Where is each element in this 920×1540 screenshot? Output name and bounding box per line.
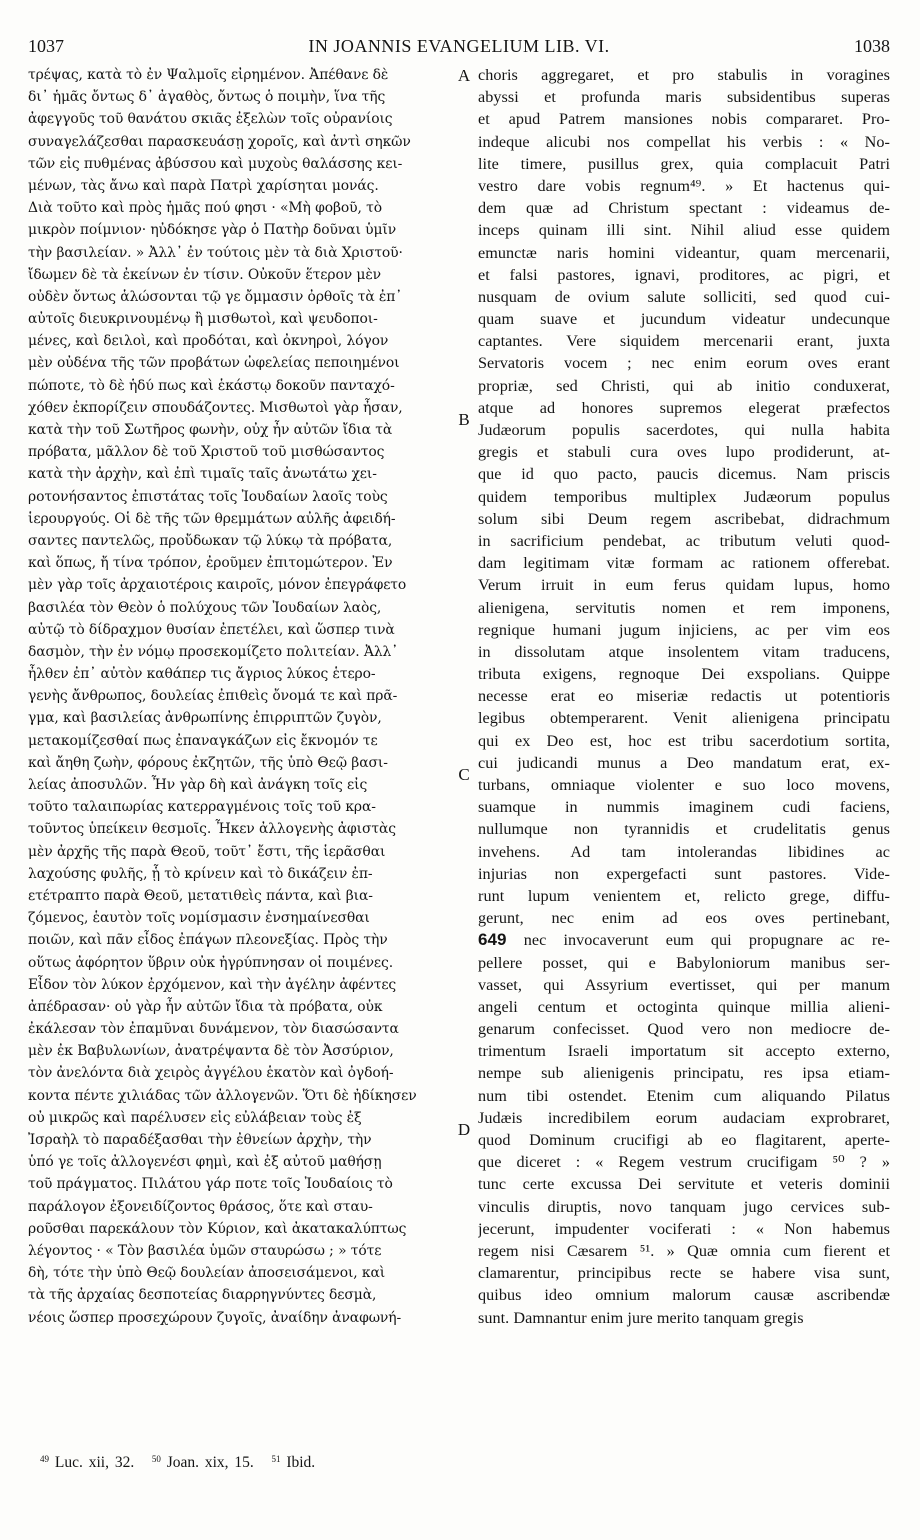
greek-line: νέοις ὥσπερ προσεχώρουν ζυγοῖς, ἀναίδην ἀναφωνή- <box>28 1309 402 1326</box>
greek-line: δὴ, τότε τὴν ὑπὸ Θεῷ δουλείαν ἀποσεισάμενοι, καὶ <box>28 1265 386 1282</box>
greek-line: τοῦ πράγματος. Πιλάτου γάρ ποτε τοῖς Ἰουδαίοις τὸ <box>28 1176 393 1193</box>
footnote-text: Joan. xix, 15. <box>166 1454 254 1471</box>
footnote-number: 50 <box>151 1454 161 1464</box>
greek-line: ροῦσθαι παρεκάλουν τὸν Κύριον, καὶ ἀκατακαλύπτως <box>28 1220 407 1237</box>
latin-line: Servatoris vocem ; nec enim eorum oves erant <box>478 354 890 373</box>
greek-line: Διὰ τοῦτο καὶ πρὸς ἡμᾶς πού φησι · «Μὴ φοβοῦ, τὸ <box>28 200 382 217</box>
greek-line: πώποτε, τὸ δὲ ἡδύ πως καὶ ἑκάστῳ δοκοῦν πανταχό- <box>28 377 395 394</box>
greek-line: ἐκάλεσαν τὸν ἐπαμῦναι δυνάμενον, τὸν διασώσαντα <box>28 1021 399 1038</box>
latin-line: Judæis incredibilem eorum audaciam exprobraret, <box>478 1108 890 1127</box>
latin-line: angeli centum et octoginta quinque millia alieni- <box>478 997 890 1016</box>
greek-line: ροτονήσαντος ἐπιστάτας τοῖς Ἰουδαίων λαοῖς τοὺς <box>28 488 388 505</box>
greek-line: βασιλέα τὸν Θεὸν ὁ πολύχους τῶν Ἰουδαίων λαὸς, <box>28 599 382 616</box>
greek-line: οὐδὲν ὄντως ἁλώσονται τῷ γε ὄμμασιν ὀρθοῖς τὰ ἐπ᾽ <box>28 288 403 305</box>
latin-line: qui ex Deo est, hoc est tribu sacerdotium sortita, <box>478 731 890 750</box>
margin-marker-d: D <box>457 1120 471 1139</box>
latin-line: regem nisi Cæsarem ⁵¹. » Quæ omnia cum fierent et <box>478 1241 890 1260</box>
margin-marker-b: B <box>458 410 470 429</box>
latin-line: quibus ideo omnium malorum causæ ascribendæ <box>478 1286 890 1305</box>
latin-line: et falsi pastores, ignavi, proditores, ac pigri, et <box>478 265 890 284</box>
latin-line: gregis et stabuli cura oves lupo prodiderunt, at- <box>478 443 890 462</box>
page-number-right: 1038 <box>854 36 890 56</box>
latin-line: propriæ, sed Christi, qui ab initio conduxerat, <box>478 376 890 395</box>
greek-line: συναγελάζεσθαι παρασκευάσῃ χοροῖς, καὶ ἀντὶ σηκῶν <box>28 133 411 150</box>
latin-line: indeque alicubi nos compellat his verbis : « No- <box>478 132 890 151</box>
greek-line: ἀπέδρασαν· οὐ γὰρ ἦν αὐτῶν ἴδια τὰ πρόβατα, οὐκ <box>28 998 383 1015</box>
greek-line: τὴν βασιλείαν. » Ἀλλ᾽ ἐν τούτοις μὲν τὰ διὰ Χριστοῦ· <box>28 244 403 261</box>
latin-line: quam suave et jucundum videatur undecunque <box>478 310 890 329</box>
greek-line: ἱερουργούς. Οἱ δὲ τῆς τῶν θρεμμάτων αὐλῆς ἀφειδή- <box>28 510 396 527</box>
footnotes <box>40 1447 460 1471</box>
latin-line: num tibi ostendet. Etenim cum aliquando Pilatus <box>478 1086 890 1105</box>
latin-line: invehens. Ad tam intolerandas libidines ac <box>478 842 890 861</box>
greek-line: πρόβατα, μᾶλλον δὲ τοῦ Χριστοῦ τοῦ μισθώσαντος <box>28 444 385 461</box>
latin-line: emunctæ naris homini videantur, quam mercenarii, <box>478 243 890 262</box>
latin-line: legibus obtemperarent. Venit alienigena principatu <box>478 709 890 728</box>
latin-line: Verum irruit in eum ferus quidam lupus, homo <box>478 576 890 595</box>
margin-marker-a: A <box>457 66 471 85</box>
latin-line: pellere posset, qui e Babyloniorum manibus ser- <box>478 953 890 972</box>
latin-line <box>478 929 890 951</box>
latin-line: captantes. Vere siquidem mercenarii erant, juxta <box>478 332 890 351</box>
latin-line: atque ad honores supremos elegerat præfectos <box>478 398 890 417</box>
greek-line: μετακομίζεσθαί πως ἐπαναγκάζων εἰς ἔκνομόν τε <box>28 732 378 749</box>
greek-line: μὲν γὰρ τοῖς ἀρχαιοτέροις καιροῖς, μόνον ἐπεγράφετο <box>28 577 407 594</box>
greek-line: μὲν ἐκ Βαβυλωνίων, ἀνατρέψαντα δὲ τὸν Ἀσσύριον, <box>28 1043 394 1060</box>
latin-line: in sacrificium pendebat, ac tributum veluti quod- <box>478 531 890 550</box>
greek-line: μὲν οὐδένα τῆς τῶν προβάτων ὠφελείας πεποιημένοι <box>28 355 400 372</box>
latin-line: turbans, omniaque violenter e suo loco movens, <box>478 776 890 794</box>
greek-line: τοῦτο ταλαιπωρίας κατερραγμένοις τοῖς τοῦ κρα- <box>28 799 376 816</box>
greek-line: ετέτραπτο παρὰ Θεοῦ, μετατιθεὶς πάντα, καὶ βια- <box>28 887 373 904</box>
greek-line: Εἶδον τὸν λύκον ἐρχόμενον, καὶ τὴν ἀγέλην ἀφέντες <box>28 976 397 993</box>
latin-line: cui judicandi munus a Deo mandatum erat, ex- <box>478 753 890 772</box>
running-title: IN JOANNIS EVANGELIUM LIB. VI. <box>308 36 610 56</box>
greek-line: ποιῶν, καὶ πᾶν εἶδος ἐπάγων πλεονεξίας. Πρὸς τὴν <box>28 932 388 949</box>
latin-line: in dissolutam atque insolentem vitam traducens, <box>478 642 890 661</box>
greek-line: κατὰ τὴν τοῦ Σωτῆρος φωνὴν, οὐχ ἦν αὐτῶν ἴδια τὰ <box>28 422 393 438</box>
latin-line: runt lupum venientem et, relicto grege, diffu- <box>478 886 890 905</box>
greek-line: ὑπό γε τοῖς ἀλλογενέσι φημὶ, καὶ ἐξ αὐτοῦ μαθήσῃ <box>28 1154 382 1171</box>
greek-line: λέγοντος · « Τὸν βασιλέα ὑμῶν σταυρώσω ; » τότε <box>28 1242 382 1259</box>
margin-marker-c: C <box>458 765 470 784</box>
greek-line: ἀφεγγοῦς τοῦ θανάτου σκιᾶς ἐξελὼν τοῖς οὐρανίοις <box>28 111 393 128</box>
latin-line: suamque in nummis imaginem cudi faciens, <box>478 798 890 817</box>
latin-line: quod Dominum crucifigi ab eo flagitarent, aperte- <box>478 1131 890 1149</box>
greek-line: γμα, καὶ βασιλείας ἀνθρωπίνης ἐπιρριπτῶν ζυγὸν, <box>28 710 382 727</box>
greek-line: σαντες παντελῶς, προὔδωκαν τῷ λύκῳ τὰ πρόβατα, <box>28 532 393 549</box>
latin-line: solum sibi Deum regem ascribebat, didrachmum <box>478 509 890 528</box>
greek-line: τὰ τῆς ἀρχαίας δεσποτείας διαρρηγνύντες δεσμὰ, <box>28 1287 377 1304</box>
greek-line: κατὰ τὴν ἀρχὴν, καὶ ἐπὶ τιμαῖς ταῖς ἀνωτάτω χει- <box>28 466 377 483</box>
greek-line: λαχούσης φυλῆς, ᾗ τὸ κρίνειν καὶ τὸ δικάζειν ἐπ- <box>28 865 373 882</box>
greek-line: οὐ μικρῶς καὶ παρέλυσεν εἰς εὐλάβειαν τοὺς ἐξ <box>28 1109 362 1126</box>
greek-line: μικρὸν ποίμνιον· ηὐδόκησε γὰρ ὁ Πατὴρ δοῦναι ὑμῖν <box>28 222 397 239</box>
latin-line: vasset, qui Assyrium evertisset, qui per manum <box>478 975 890 994</box>
greek-line: λείας ἀποσυλῶν. Ἦν γὰρ δὴ καὶ ἀνάγκη τοῖς εἰς <box>28 777 368 793</box>
greek-line: κοντα πέντε χιλιάδας τῶν ἀλλογενῶν. Ὅτι δὲ ἠδίκησεν <box>28 1087 417 1104</box>
greek-line: χόθεν ἐκπορίζειν σπουδάζοντες. Μισθωτοὶ γὰρ ἦσαν, <box>28 399 403 416</box>
latin-line: gerunt, nec enim ad eos oves pertinebant, <box>478 909 890 928</box>
greek-line: αὐτοῖς διευκρινουμένῳ ἢ μισθωτοὶ, καὶ ψευδοποι- <box>28 311 378 328</box>
greek-line: αὐτῷ τὸ δίδραχμον θυσίαν ἐπετέλει, καὶ ὥσπερ τινὰ <box>28 621 395 638</box>
latin-line: necesse erat eo miseriæ redactis ut potentioris <box>478 687 890 706</box>
greek-line: μὲν ἀρχῆς τῆς παρὰ Θεοῦ, τοῦτ᾽ ἔστι, τῆς ἱερᾶσθαι <box>28 843 386 860</box>
greek-line: ἦλθεν ἐπ᾽ αὐτὸν καθάπερ τις ἄγριος λύκος ἑτερο- <box>28 666 376 683</box>
greek-line: δασμὸν, τὴν ἐν νόμῳ προσεκομίζετο πολιτείαν. Ἀλλ᾽ <box>28 643 399 660</box>
latin-line: inceps quinam illi sint. Nihil aliud esse quidem <box>478 221 890 240</box>
latin-line: tunc certe excussa Dei servitute et veteris dominii <box>478 1175 890 1194</box>
greek-line: καὶ ὅπως, ἤ τίνα τρόπον, ἐροῦμεν ἐπιτομώτερον. Ἐν <box>28 555 393 572</box>
footnote-text: Luc. xii, 32. <box>54 1454 135 1471</box>
latin-line: trimentum Israeli importatum sit accepto externo, <box>478 1042 890 1061</box>
greek-line: γενὴς ἄνθρωπος, δουλείας ἐπιθεὶς ὄνομά τε καὶ πρᾶ- <box>28 688 398 705</box>
latin-line: nullumque non tyrannidis et crudelitatis genus <box>478 820 890 839</box>
latin-line: quidem temporibus multiplex Judæorum populus <box>478 487 890 506</box>
latin-line: abyssi et profunda maris subsidentibus superas <box>478 88 890 107</box>
greek-line: ζόμενος, ἑαυτὸν τοῖς νομίσμασιν ἐνσημαίνεσθαι <box>28 910 370 927</box>
running-header <box>28 34 890 58</box>
latin-line: lite timere, pusillus grex, quia complacuit Patri <box>478 154 890 173</box>
latin-line: jecerunt, impudenter vociferati : « Non habemus <box>478 1219 890 1238</box>
greek-line: Ἰσραὴλ τὸ παραδέξασθαι τὴν ἐθνείων ἀρχὴν, τὴν <box>28 1132 372 1148</box>
latin-line: nusquam de ovium salute solliciti, sed quod cui- <box>478 287 890 306</box>
latin-text-column <box>478 64 890 1329</box>
latin-line: regnique humani jugum injiciens, ac per vim eos <box>478 620 890 639</box>
greek-line: παράλογον ἐξονειδίζοντος θράσος, ὅτε καὶ σταυ- <box>28 1198 373 1215</box>
footnote-number: 49 <box>40 1454 49 1464</box>
greek-line: τὸν ἀνελόντα διὰ χειρὸς ἀγγέλου ἑκατὸν καὶ ὀγδοή- <box>28 1065 394 1082</box>
footnote-number: 51 <box>271 1454 281 1464</box>
latin-line: et apud Patrem mansiones nobis compararet. Pro- <box>478 110 890 129</box>
latin-line: genarum confecisset. Quod vero non mediocre de- <box>478 1020 890 1039</box>
latin-line: que diceret : « Regem vestrum crucifigam ⁵⁰ ? » <box>478 1153 890 1172</box>
latin-line: vestro dare vobis regnum⁴⁹. » Et hactenus qui- <box>478 176 890 195</box>
latin-line: nempe sub alienigenis principatu, res ipsa etiam- <box>478 1064 890 1083</box>
footnote-text: Ibid. <box>286 1454 316 1471</box>
greek-line: τρέψας, κατὰ τὸ ἐν Ψαλμοῖς εἰρημένον. Ἀπέθανε δὲ <box>28 67 389 83</box>
latin-line: Judæorum populis sacerdotes, qui nulla habita <box>478 421 890 439</box>
page-number-left: 1037 <box>28 36 64 56</box>
greek-line: μένων, τὰς ἄνω καὶ παρὰ Πατρὶ χαρίσηται μονάς. <box>28 177 379 194</box>
latin-line: injurias non expergefacti sunt pastores. Vide- <box>478 864 890 883</box>
greek-line: οὕτως ἀφόρητον ὕβριν οὐκ ἠγρύπνησαν οἱ ποιμένες. <box>28 954 394 971</box>
greek-line: μένες, καὶ δειλοὶ, καὶ προδόται, καὶ ὀκνηροὶ, λόγον <box>28 333 389 350</box>
greek-text-column <box>28 64 460 1329</box>
latin-line: alienigena, servitutis nomen et rem imponens, <box>478 598 890 617</box>
latin-line: dam legitimam vitæ formam ac rationem offerebat. <box>478 554 890 573</box>
greek-line: δι᾽ ἡμᾶς ὄντως δ᾽ ἀγαθὸς, ὄντως ὁ ποιμὴν, ἵνα τῆς <box>28 89 386 106</box>
latin-line: tributa exigens, regnoque Dei exspolians. Quippe <box>478 665 890 684</box>
latin-line: sunt. Damnantur enim jure merito tanquam gregis <box>478 1308 804 1327</box>
latin-line: choris aggregaret, et pro stabulis in voragines <box>478 66 890 84</box>
column-number: 649 <box>478 930 507 950</box>
greek-line: τῶν εἰς πυθμένας ἀβύσσου καὶ μυχοὺς θαλάσσης κει- <box>28 155 403 172</box>
latin-line-text: nec invocaverunt eum qui propugnare ac re- <box>523 931 890 950</box>
greek-line: τοῦντος ὑπείκειν θεσμοῖς. Ἦκεν ἀλλογενὴς ἀφιστὰς <box>28 821 396 838</box>
greek-line: ἴδωμεν δὲ τὰ ἐκείνων ἐν τίσιν. Οὐκοῦν ἕτερον μὲν <box>28 266 382 283</box>
latin-line: clamarentur, principibus recte se habere visa sunt, <box>478 1264 890 1283</box>
latin-line: que id quo pacto, paucis dicemus. Nam priscis <box>478 465 890 484</box>
latin-line: dem quæ ad Christum spectant : videamus de- <box>478 199 890 218</box>
greek-line: καὶ ἄηθη ζωὴν, φόρους ἐκζητῶν, τῆς ὑπὸ Θεῷ βασι- <box>28 754 388 771</box>
latin-line: vinculis diruptis, novo tanquam jugo cervices sub- <box>478 1197 890 1216</box>
